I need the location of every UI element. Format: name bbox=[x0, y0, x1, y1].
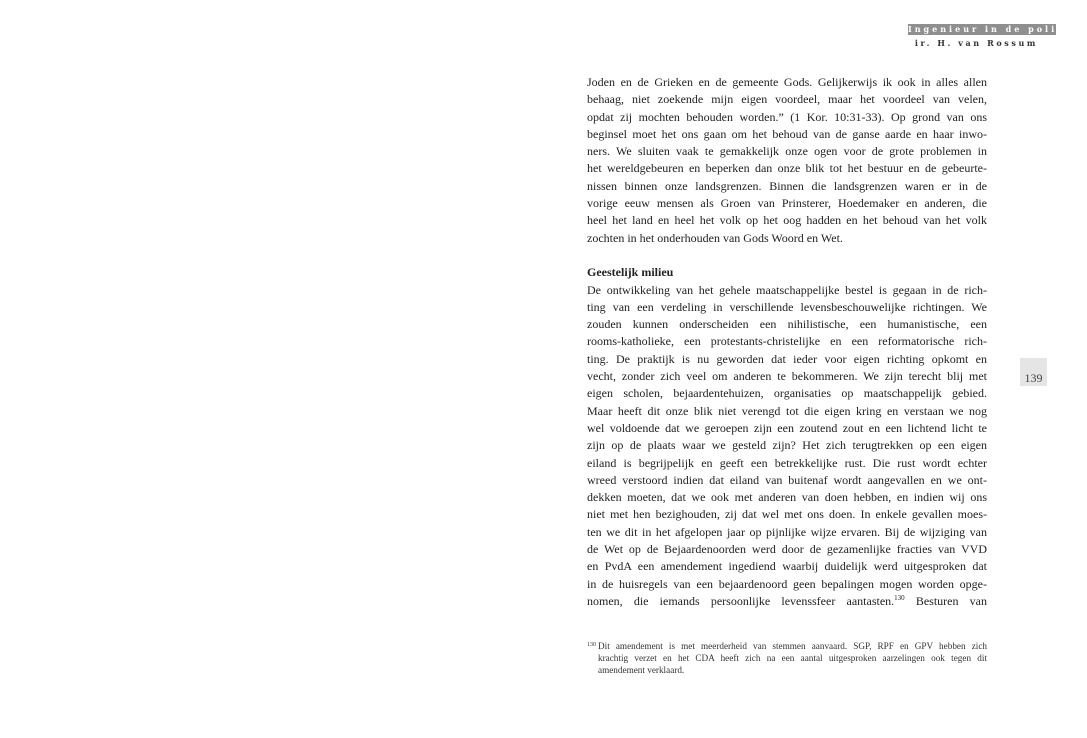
author-name: ir. H. van Rossum bbox=[914, 38, 1038, 48]
running-title: Ingenieur in de politiek bbox=[908, 24, 1087, 34]
text-line: amendement verklaard. bbox=[598, 664, 685, 675]
text-line: eigen scholen, bejaardentehuizen, organisaties op maatschappelijk gebied. bbox=[587, 386, 987, 401]
text-line bbox=[587, 593, 987, 610]
footnote-reference[interactable]: 130 bbox=[894, 593, 905, 602]
paragraph-gap bbox=[587, 247, 987, 264]
body-text bbox=[587, 74, 987, 610]
text-line: behaag, niet zoekende mijn eigen voordeel, maar het voordeel van velen, bbox=[587, 92, 987, 107]
text-line: Dit amendement is met meerderheid van stemmen aanvaard. SGP, RPF en GPV hebben zich bbox=[598, 641, 987, 651]
text-line: dekken moeten, dat we ook met anderen van doen hebben, en indien wij ons bbox=[587, 490, 987, 505]
text-line: opdat zij mochten behouden worden.” (1 Kor. 10:31-33). Op grond van ons bbox=[587, 109, 987, 124]
text-line: niet met hen bezighouden, zij dat wel met ons doen. In enkele gevallen moes- bbox=[587, 507, 987, 522]
footnote-number: 130 bbox=[587, 642, 596, 648]
text-line: wel voldoende dat we geroepen zijn een zoutend zout en een lichtend licht te bbox=[587, 420, 987, 435]
text-line: Maar heeft dit onze blik niet verengd tot die eigen kring en verstaan we nog bbox=[587, 403, 987, 418]
text-line: zouden kunnen onderscheiden een nihilistische, een humanistische, een bbox=[587, 317, 987, 332]
text-fragment: nomen, die iemands persoonlijke levenssfeer aantasten. bbox=[587, 593, 895, 608]
footnote bbox=[587, 641, 987, 676]
text-fragment: Besturen van bbox=[904, 593, 988, 608]
text-line: krachtig verzet en het CDA heeft zich na een aantal uitgesproken aarzelingen ook tegen dit bbox=[598, 652, 987, 663]
text-line: ting. De praktijk is nu geworden dat ieder voor eigen richting opkomt en bbox=[587, 351, 987, 366]
footnote-body bbox=[587, 641, 987, 676]
paragraph bbox=[587, 74, 987, 247]
text-line: rooms-katholieke, een protestants-christelijke en een reformatorische rich- bbox=[587, 334, 987, 349]
paragraph bbox=[587, 282, 987, 593]
text-line: zochten in het onderhouden van Gods Woord en Wet. bbox=[587, 230, 843, 245]
text-line: ten we dit in het afgelopen jaar op pijnlijke wijze ervaren. Bij de wijziging van bbox=[587, 524, 987, 539]
text-line: ners. We sluiten vaak te gemakkelijk onze ogen voor de grote problemen in bbox=[587, 144, 987, 159]
text-line: nissen binnen onze landsgrenzen. Binnen die landsgrenzen waren er in de bbox=[587, 178, 987, 193]
text-line: in de huisregels van een bejaardenoord geen bepalingen mogen worden opge- bbox=[587, 576, 987, 591]
text-line: Joden en de Grieken en de gemeente Gods. Gelijkerwijs ik ook in alles allen bbox=[587, 75, 987, 89]
text-line: ting van een verdeling in verschillende levensbeschouwelijke richtingen. We bbox=[587, 299, 987, 314]
footnote-lines bbox=[587, 641, 987, 676]
text-line: zijn op de plaats waar we gesteld zijn? Het zich terugtrekken op een eigen bbox=[587, 438, 987, 453]
text-line: wreed verstoord indien dat eiland van buitenaf wordt aangevallen en we ont- bbox=[587, 472, 987, 487]
page-number: 139 bbox=[1020, 358, 1047, 386]
section-heading: Geestelijk milieu bbox=[587, 265, 674, 280]
text-line: beginsel moet het ons gaan om het behoud van de ganse aarde en haar inwo- bbox=[587, 126, 987, 141]
text-line: eiland is begrijpelijk en geeft een betrekkelijke rust. Die rust wordt echter bbox=[587, 455, 987, 470]
text-line: vorige eeuw mensen als Groen van Prinsterer, Hoedemaker en anderen, die bbox=[587, 196, 987, 211]
text-line: De ontwikkeling van het gehele maatschappelijke bestel is gegaan in de rich- bbox=[587, 282, 987, 297]
text-line: heel het land en heel het volk op het oog hadden en het behoud van het volk bbox=[587, 213, 987, 228]
text-line: het wereldgebeuren en beperken dan onze blik tot het bestuur en de gebeurte- bbox=[587, 161, 987, 176]
text-line: vecht, zonder zich veel om anderen te bekommeren. We zijn terecht blij met bbox=[587, 369, 987, 384]
text-line: de Wet op de Bejaardenoorden werd door de gezamenlijke fracties van VVD bbox=[587, 542, 987, 557]
text-line: en PvdA een amendement ingediend waarbij duidelijk werd uitgesproken dat bbox=[587, 559, 987, 574]
